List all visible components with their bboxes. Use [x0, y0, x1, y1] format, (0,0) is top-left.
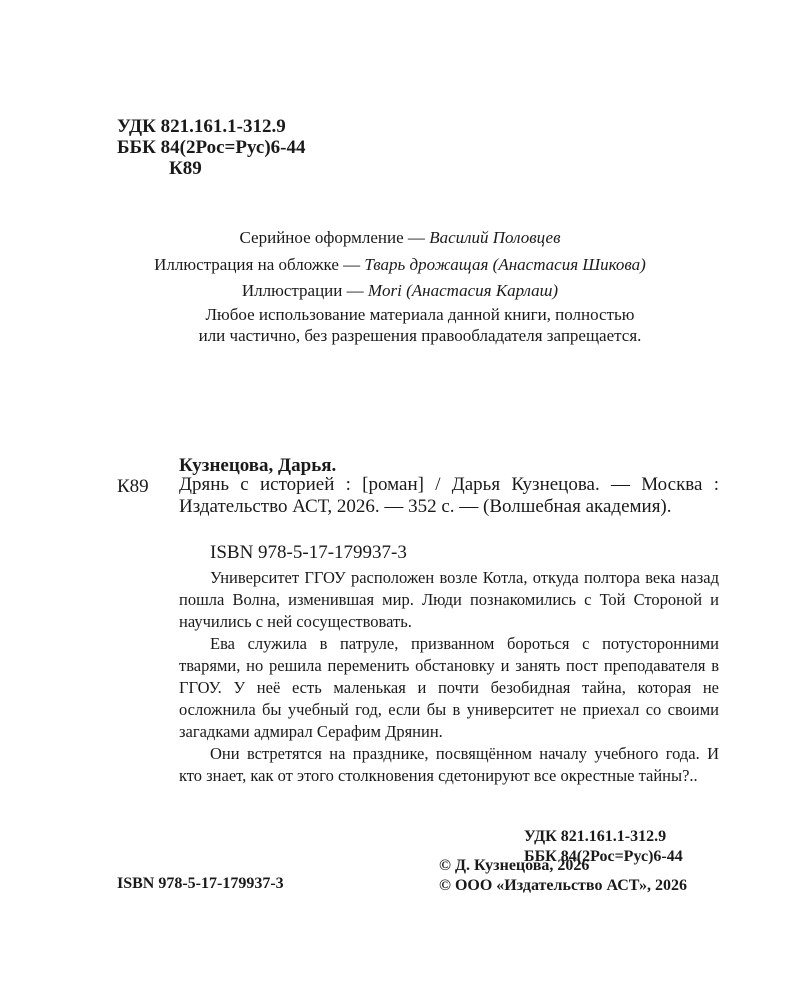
annotation-paragraph: Университет ГГОУ расположен возле Котла, откуда полтора века назад пошла Волна, изменившая мир. Люди познакомились с Той Стороной и научились с ней сосуществовать.: [179, 568, 719, 631]
rights-notice: [0, 304, 800, 346]
bbk-code: ББК 84(2Рос=Рус)6-44: [117, 137, 306, 158]
footer-bbk: ББК 84(2Рос=Рус)6-44: [524, 848, 683, 865]
annotation-paragraph: Ева служила в патруле, призванном бороться с потусторонними тварями, но решила переменить обстановку и занять пост преподавателя в ГГОУ. У неё есть маленькая и почти безобидная тайна, которая не осложнила бы учебный год, если бы в университет не приехал со своими загадками адмирал Серафим Дрянин.: [179, 634, 719, 741]
copyright-block: [439, 856, 687, 896]
cover-illustration-label: Иллюстрация на обложке —: [154, 255, 365, 274]
illustrations-credit: [0, 281, 800, 301]
series-design-label: Серийное оформление —: [239, 228, 430, 247]
series-design-name: Василий Половцев: [429, 228, 561, 247]
rights-notice-line: или частично, без разрешения правообладателя запрещается.: [198, 326, 642, 345]
catalog-author-mark: К89: [117, 476, 149, 497]
copyright-author: © Д. Кузнецова, 2026: [439, 857, 590, 874]
illustrations-label: Иллюстрации —: [241, 281, 368, 300]
catalog-isbn: ISBN 978-5-17-179937-3: [210, 542, 407, 563]
copyright-publisher: © ООО «Издательство АСТ», 2026: [439, 877, 688, 894]
rights-notice-line: Любое использование материала данной книги, полностью: [205, 305, 635, 324]
udk-code: УДК 821.161.1-312.9: [117, 116, 286, 137]
catalog-description: Дрянь с историей : [роман] / Дарья Кузнецова. — Москва : Издательство АСТ, 2026. — 352 с. — (Волшебная академия).: [179, 474, 719, 517]
author-mark: К89: [169, 158, 202, 179]
footer-isbn: ISBN 978-5-17-179937-3: [117, 875, 284, 892]
cover-illustration-name: Тварь дрожащая (Анастасия Шикова): [364, 255, 646, 274]
illustrations-name: Mori (Анастасия Карлаш): [367, 281, 559, 300]
footer-udk: УДК 821.161.1-312.9: [524, 828, 667, 845]
classification-codes: [117, 116, 305, 179]
cover-illustration-credit: [0, 255, 800, 275]
catalog-author: Кузнецова, Дарья.: [179, 455, 337, 476]
series-design-credit: [0, 228, 800, 248]
annotation: [179, 567, 719, 787]
annotation-paragraph: Они встретятся на празднике, посвящённом началу учебного года. И кто знает, как от этого столкновения сдетонируют все окрестные тайны?..: [179, 744, 719, 785]
